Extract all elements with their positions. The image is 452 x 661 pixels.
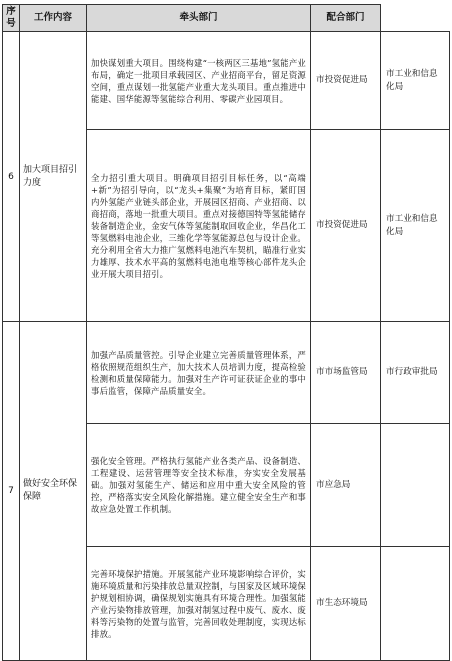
lead-dept: 市应急局 bbox=[311, 424, 381, 547]
lead-dept: 市投资促进局 bbox=[311, 32, 381, 130]
header-seq: 序号 bbox=[3, 5, 20, 32]
task-content: 强化安全管理。严格执行氢能产业各类产品、设备制造、工程建设、运营管理等安全技术标准，夯实安全发展基础。加强对氢能生产、储运和应用中重大安全风险的管控，严格落实安全风险化解措施。建立健全安全生产和事故应急处置工作机制。 bbox=[87, 424, 311, 547]
coop-dept: 市行政审批局 bbox=[381, 322, 450, 424]
task-table bbox=[2, 4, 450, 661]
row-category: 做好安全环保保障 bbox=[20, 322, 87, 661]
table-row bbox=[3, 32, 450, 130]
lead-dept: 市生态环境局 bbox=[311, 547, 381, 661]
header-coop-dept: 配合部门 bbox=[311, 5, 381, 32]
task-content: 加强产品质量管控。引导企业建立完善质量管理体系，严格依照规范组织生产，加大技术人员培训力度，提高检验检测和质量保障能力。加强对生产许可证获证企业的事中事后监管，保障产品质量安全。 bbox=[87, 322, 311, 424]
lead-dept: 市市场监管局 bbox=[311, 322, 381, 424]
lead-dept: 市投资促进局 bbox=[311, 130, 381, 322]
task-content: 全力招引重大项目。明确项目招引目标任务，以“高端+新”为招引导向，以“龙头+集聚”为培育目标，紧盯国内外氢能产业链头部企业，开展园区招商、产业招商、以商招商，落地一批重大项目。重点对接德国特等氢能储存装备制造企业，金安气体等氢能制取回收企业，华昌化工等氢燃料电池企业，三维化学等氢能源总包与设计企业。充分利用全省大力推广氢燃料电池汽车契机，瞄准行业实力雄厚、技术水平高的氢燃料电池电堆等核心部件龙头企业开展大项目招引。 bbox=[87, 130, 311, 322]
header-content: 工作内容 bbox=[20, 5, 87, 32]
header-lead-dept: 牵头部门 bbox=[87, 5, 311, 32]
task-content: 加快谋划重大项目。围绕构建“一核两区三基地”氢能产业布局，确定一批项目承载园区、产业招商平台，留足资源空间，重点谋划一批氢能产业重大龙头项目。重点推进中能建、国华能源等氢能综合利用、零碳产业园项目。 bbox=[87, 32, 311, 130]
row-number: 7 bbox=[3, 322, 20, 661]
header-row bbox=[3, 5, 450, 32]
coop-dept bbox=[381, 424, 450, 547]
row-number: 6 bbox=[3, 32, 20, 322]
coop-dept: 市工业和信息化局 bbox=[381, 130, 450, 322]
row-category: 加大项目招引力度 bbox=[20, 32, 87, 322]
coop-dept: 市工业和信息化局 bbox=[381, 32, 450, 130]
table-row bbox=[3, 322, 450, 424]
table-header bbox=[3, 5, 450, 32]
coop-dept bbox=[381, 547, 450, 661]
task-content: 完善环境保护措施。开展氢能产业环境影响综合评价，实施环境质量和污染排放总量双控制，与国家及区域环境保护规划相协调，确保规划实施具有环境合理性。加强氢能产业污染物排放管理，加强对制氢过程中废气、废水、废料等污染物的处置与监管，完善回收处理制度，实现达标排放。 bbox=[87, 547, 311, 661]
